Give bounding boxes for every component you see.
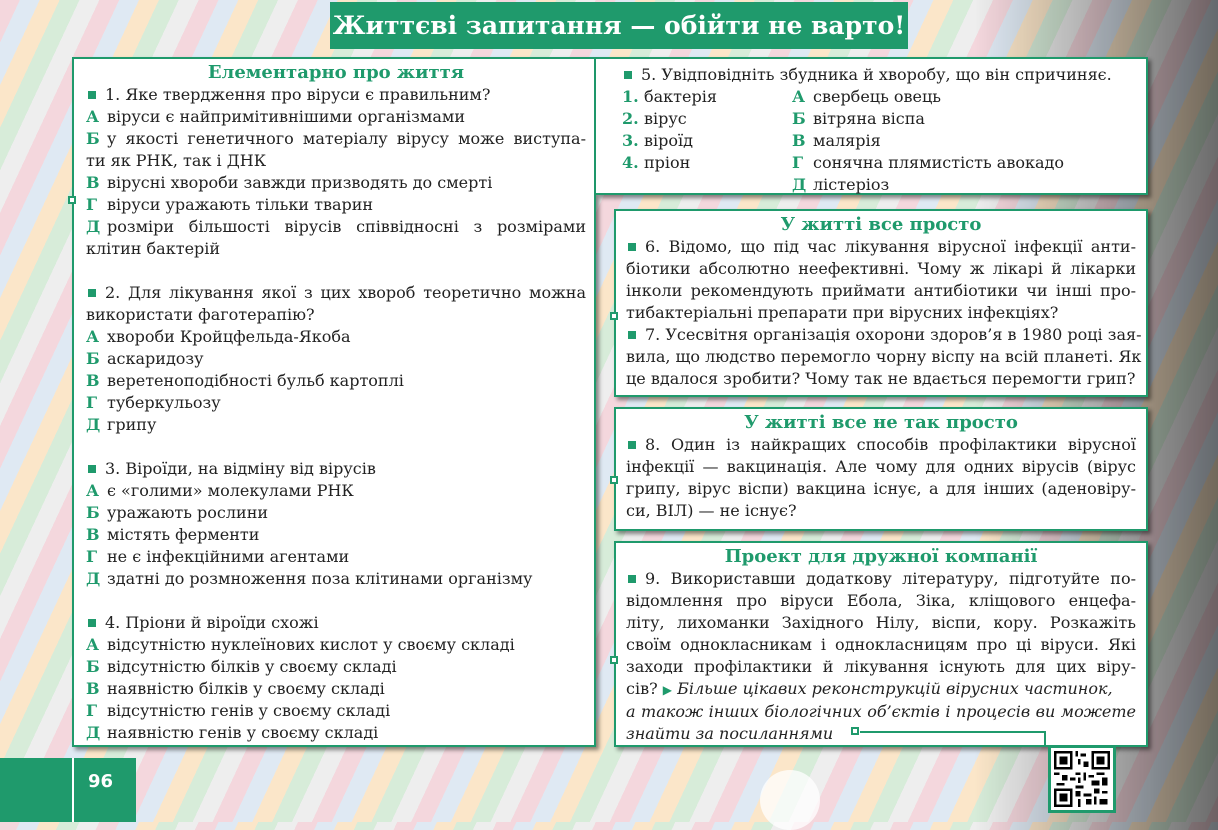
question-6-line: інколи рекомендують приймати антибіотики чи інші про- (626, 281, 1136, 300)
section-title: Проект для дружної компанії (724, 546, 1038, 567)
elementary-panel (72, 57, 596, 747)
question-2: 2. Для лікування якої з цих хвороб теоретично можна (86, 282, 586, 304)
option-row: Д наявністю генів у своєму складі (86, 723, 379, 742)
bullet-icon (88, 619, 96, 627)
question-2-continued: використати фаготерапію? (86, 305, 315, 324)
bullet-icon (88, 289, 96, 297)
question-7: 7. Усесвітня організація охорони здоров’я в 1980 році зая- (626, 324, 1136, 346)
option-row: Б відсутністю білків у своєму складі (86, 657, 397, 676)
question-9-line: відомлення про віруси Ебола, Зіка, кліщового енцефа- (626, 591, 1136, 610)
option-row: Д розміри більшості вірусів співвідносні з розмірами (86, 217, 586, 236)
option-row: Д грипу (86, 415, 157, 434)
question-7-line: це вдалося зробити? Чому так не вдається перемогти грип? (626, 369, 1136, 388)
question-9-line: літу, лихоманки Західного Нілу, віспи, кору. Розкажіть (626, 613, 1136, 632)
qr-code-icon[interactable] (1048, 745, 1116, 813)
disease-item: Д лістеріоз (792, 175, 890, 194)
option-row: В наявністю білків у своєму складі (86, 679, 385, 698)
question-9-line: своїм однокласникам і однокласницям про ці віруси. Які (626, 635, 1136, 654)
bullet-icon (88, 465, 96, 473)
disease-item: А свербець овець (792, 87, 941, 106)
question-6-line: тибактеріальні препарати при вірусних інфекціях? (626, 303, 1059, 322)
question-3: 3. Віроїди, на відміну від вірусів (86, 458, 586, 480)
question-4: 4. Пріони й віроїди схожі (86, 612, 586, 634)
option-row: А відсутністю нуклеїнових кислот у своєму складі (86, 635, 515, 654)
option-row: А хвороби Кройцфельда-Якоба (86, 327, 351, 346)
option-row: А віруси є найпримітивнішими організмами (86, 107, 465, 126)
question-7-line: вила, що людство перемогло чорну віспу на всій планеті. Як (626, 347, 1142, 366)
connector-node (68, 196, 76, 204)
background-swirl-decoration (760, 770, 820, 830)
play-arrow-icon: ▶ (662, 683, 672, 697)
more-info-line: а також інших біологічних об’єктів і процесів ви можете (626, 702, 1136, 721)
connector-node (610, 476, 618, 484)
qr-link-line (860, 731, 1046, 745)
disease-item: Б вітряна віспа (792, 109, 925, 128)
bullet-icon (628, 575, 636, 583)
option-row: Б у якості генетичного матеріалу вірусу може виступа- (86, 129, 586, 148)
option-row: Г відсутністю генів у своєму складі (86, 701, 391, 720)
pathogen-item: 4. пріон (622, 153, 691, 172)
section-title: Елементарно про життя (207, 62, 465, 83)
section-title: У житті все просто (780, 214, 982, 235)
pathogen-item: 1. бактерія (622, 87, 717, 106)
option-row: В веретеноподібності бульб картоплі (86, 371, 404, 390)
pathogen-item: 3. віроїд (622, 131, 693, 150)
connector-node (610, 312, 618, 320)
qr-code-graphic (1054, 751, 1110, 807)
bullet-icon (628, 441, 636, 449)
option-row: В вірусні хвороби завжди призводять до смерті (86, 173, 493, 192)
bullet-icon (624, 71, 632, 79)
simple-panel (614, 209, 1148, 397)
bullet-icon (628, 243, 636, 251)
question-8-line: грипу, вірус віспи) вакцина існує, а для інших (аденовіру- (626, 479, 1136, 498)
question-9-last-line: сів? ▶ Більше цікавих реконструкцій вірусних частинок, (626, 679, 1113, 698)
option-row: Г не є інфекційними агентами (86, 547, 350, 566)
question-8: 8. Один із найкращих способів профілактики вірусної (626, 434, 1136, 456)
disease-item: В малярія (792, 131, 881, 150)
bullet-icon (88, 91, 96, 99)
connector-node (610, 656, 618, 664)
option-row: Д здатні до розмноження поза клітинами організму (86, 569, 533, 588)
pathogen-item: 2. вірус (622, 109, 687, 128)
disease-item: Г сонячна плямистість авокадо (792, 153, 1064, 172)
project-panel (614, 541, 1148, 747)
option-row: Б аскаридозу (86, 349, 204, 368)
pathogen-item-empty (622, 174, 792, 196)
option-row-continued: ти як РНК, так і ДНК (86, 151, 267, 170)
question-1: 1. Яке твердження про віруси є правильним? (86, 84, 586, 106)
link-connector-node (851, 727, 859, 735)
question-8-line: інфекції — вакцинація. Але чому для одних вірусів (вірус (626, 457, 1136, 476)
question-9-line: заходи профілактики й лікування існують для цих віру- (626, 657, 1136, 676)
bullet-icon (628, 331, 636, 339)
option-row: Г віруси уражають тільки тварин (86, 195, 374, 214)
question-6-line: біотики абсолютно неефективні. Чому ж лікарі й лікарки (626, 259, 1136, 278)
option-row-continued: клітин бактерій (86, 239, 221, 258)
more-info-link-text[interactable]: знайти за посиланнями (626, 724, 834, 743)
option-row: Г туберкульозу (86, 393, 221, 412)
matching-panel (596, 57, 1148, 195)
question-9: 9. Використавши додаткову літературу, підготуйте по- (626, 568, 1136, 590)
option-row: В містять ферменти (86, 525, 260, 544)
page-number: 96 (72, 758, 136, 822)
not-simple-panel (614, 407, 1148, 531)
question-8-line: си, ВІЛ) — не існує? (626, 501, 797, 520)
option-row: Б уражають рослини (86, 503, 269, 522)
section-title: У житті все не так просто (744, 412, 1018, 433)
question-5: 5. Увідповідніть збудника й хворобу, що він спричиняє. (622, 64, 1136, 86)
page-banner-title: Життєві запитання — обійти не варто! (330, 2, 908, 49)
matching-grid (622, 86, 1136, 196)
option-row: А є «голими» молекулами РНК (86, 481, 354, 500)
question-6: 6. Відомо, що під час лікування вірусної інфекції анти- (626, 236, 1136, 258)
